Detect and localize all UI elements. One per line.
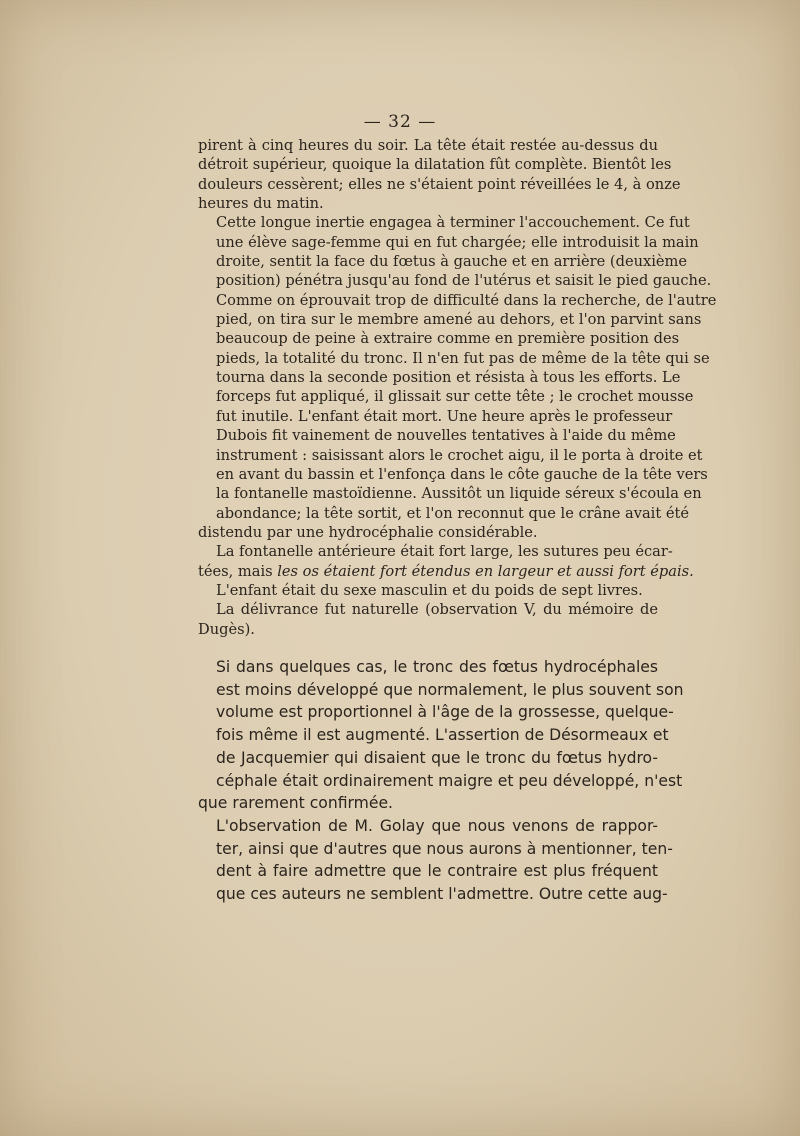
text-line: pieds, la totalité du tronc. Il n'en fut pas de même de la tête qui se (216, 349, 710, 367)
paragraph (198, 600, 658, 619)
text-line: une élève sage-femme qui en fut chargée; elle introduisit la main (216, 233, 699, 251)
paragraph (198, 656, 684, 792)
commentary-text (198, 656, 684, 906)
text-line: distendu par une hydrocéphalie considérable. (198, 523, 538, 541)
text-line: détroit supérieur, quoique la dilatation fût complète. Bientôt les (198, 156, 672, 174)
text-line: La fontanelle antérieure était fort large, les sutures peu écar- (216, 543, 673, 561)
text-segment: tées, mais (198, 562, 273, 580)
text-line: dent à faire admettre que le contraire est plus fréquent (216, 862, 658, 881)
text-line: en avant du bassin et l'enfonça dans le côte gauche de la tête vers (216, 465, 708, 483)
text-line: de Jacquemier qui disaient que le tronc du fœtus hydro- (216, 748, 658, 767)
paragraph (198, 213, 717, 523)
text-line: position) pénétra jusqu'au fond de l'utérus et saisit le pied gauche. (216, 272, 712, 290)
case-observation-text (198, 136, 717, 639)
paragraph (198, 194, 658, 213)
text-line: fut inutile. L'enfant était mort. Une heure après le professeur (216, 407, 673, 425)
text-line: Comme on éprouvait trop de difficulté dans la recherche, de l'autre (216, 291, 717, 309)
text-line (198, 562, 694, 581)
paragraph (198, 542, 673, 561)
text-line: beaucoup de peine à extraire comme en première position des (216, 330, 680, 348)
paragraph (198, 815, 673, 906)
italic-text: les os étaient fort étendus en largeur et aussi fort épais. (277, 562, 694, 580)
text-line: douleurs cessèrent; elles ne s'étaient point réveillées le 4, à onze (198, 175, 681, 193)
paragraph (198, 620, 658, 639)
text-line: Dugès). (198, 620, 255, 638)
page-number: — 32 — (363, 112, 437, 132)
paragraph (198, 136, 681, 194)
text-line: L'enfant était du sexe masculin et du poids de sept livres. (216, 581, 643, 599)
text-line: L'observation de M. Golay que nous venons de rappor- (216, 816, 658, 835)
text-line: fois même il est augmenté. L'assertion de Désormeaux et (216, 726, 669, 745)
text-line: que rarement confirmée. (198, 794, 393, 813)
text-line: ter, ainsi que d'autres que nous aurons à mentionner, ten- (216, 839, 673, 858)
text-line: pied, on tira sur le membre amené au dehors, et l'on parvint sans (216, 311, 702, 329)
text-line: que ces auteurs ne semblent l'admettre. Outre cette aug- (216, 885, 668, 904)
text-line: Si dans quelques cas, le tronc des fœtus hydrocéphales (216, 658, 658, 676)
text-line: céphale était ordinairement maigre et peu développé, n'est (216, 771, 683, 790)
text-line: forceps fut appliqué, il glissait sur cette tête ; le crochet mousse (216, 388, 694, 406)
text-line: abondance; la tête sortit, et l'on reconnut que le crâne avait été (216, 504, 689, 522)
text-line: est moins développé que normalement, le plus souvent son (216, 680, 684, 699)
paragraph (198, 792, 658, 815)
text-line: instrument : saisissant alors le crochet aigu, il le porta à droite et (216, 446, 703, 464)
text-line: pirent à cinq heures du soir. La tête était restée au-dessus du (198, 137, 658, 154)
paragraph (198, 581, 658, 600)
text-line: La délivrance fut naturelle (observation V, du mémoire de (216, 601, 658, 619)
text-line: la fontanelle mastoïdienne. Aussitôt un liquide séreux s'écoula en (216, 485, 702, 503)
text-line: heures du matin. (198, 195, 324, 213)
text-line: volume est proportionnel à l'âge de la grossesse, quelque- (216, 703, 674, 722)
text-line: tourna dans la seconde position et résista à tous les efforts. Le (216, 369, 681, 387)
paragraph (198, 523, 658, 542)
text-line: Cette longue inertie engagea à terminer l'accouchement. Ce fut (216, 214, 690, 232)
text-line: Dubois fit vainement de nouvelles tentatives à l'aide du même (216, 427, 676, 445)
paragraph (198, 562, 694, 581)
text-line: droite, sentit la face du fœtus à gauche et en arrière (deuxième (216, 253, 688, 271)
